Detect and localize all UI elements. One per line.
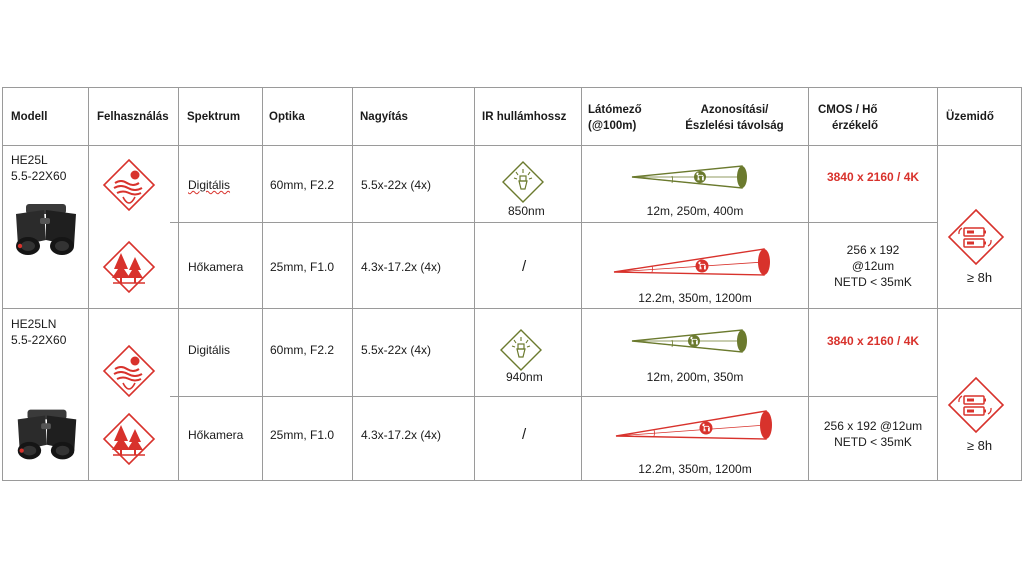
col-divider bbox=[88, 87, 89, 481]
model-name: HE25L bbox=[11, 153, 48, 167]
sensor-pixel-pitch: @12um bbox=[851, 259, 895, 273]
model-divider bbox=[2, 308, 1022, 309]
distance-values: 12m, 200m, 350m bbox=[646, 370, 744, 384]
spectrum-digital: Digitális bbox=[188, 343, 231, 357]
runtime-value: ≥ 8h bbox=[966, 438, 993, 453]
optics-value: 60mm, F2.2 bbox=[270, 343, 335, 357]
sensor-netd: NETD < 35mK bbox=[834, 275, 912, 289]
model-variant: 5.5-22X60 bbox=[11, 333, 67, 347]
header-distance-line1: Azonosítási/ bbox=[700, 104, 769, 116]
magnification-value: 4.3x-17.2x (4x) bbox=[361, 428, 442, 442]
forest-diamond-icon bbox=[101, 411, 157, 467]
ir-wavelength: 850nm bbox=[508, 204, 545, 218]
col-divider bbox=[2, 87, 3, 481]
runtime-value: ≥ 8h bbox=[938, 270, 1021, 286]
flashlight-diamond-icon bbox=[498, 327, 544, 373]
header-sensor-line2: érzékelő bbox=[832, 120, 879, 132]
distance-values: 12.2m, 350m, 1200m bbox=[638, 462, 752, 476]
optics-value: 60mm, F2.2 bbox=[270, 178, 335, 192]
distance-values: 12m, 250m, 400m bbox=[646, 204, 744, 218]
optics-value: 25mm, F1.0 bbox=[270, 428, 335, 442]
binoculars-image bbox=[6, 199, 86, 261]
spectrum-thermal: Hőkamera bbox=[188, 260, 244, 274]
ir-none: / bbox=[522, 258, 527, 275]
spec-table bbox=[2, 87, 1022, 481]
magnification-value: 5.5x-22x (4x) bbox=[361, 178, 432, 192]
col-divider bbox=[474, 87, 475, 481]
thermal-range-cone bbox=[614, 407, 776, 443]
flashlight-diamond-icon bbox=[500, 159, 546, 205]
header-model: Modell bbox=[11, 111, 48, 123]
header-ir: IR hullámhossz bbox=[482, 111, 567, 123]
col-divider bbox=[262, 87, 263, 481]
sensor-resolution: 3840 x 2160 / 4K bbox=[826, 334, 920, 348]
field-sun-diamond-icon bbox=[101, 157, 157, 213]
header-usage: Felhasználás bbox=[97, 111, 169, 123]
table-border-top bbox=[2, 87, 1022, 88]
header-divider bbox=[2, 145, 1022, 146]
sensor-resolution: 256 x 192 @12um bbox=[823, 419, 923, 433]
header-fov-line1: Látómező bbox=[588, 104, 642, 116]
distance-values: 12.2m, 350m, 1200m bbox=[638, 291, 752, 305]
col-divider bbox=[581, 87, 582, 481]
table-border-bottom bbox=[2, 480, 1022, 481]
row-divider bbox=[170, 396, 938, 397]
forest-diamond-icon bbox=[101, 239, 157, 295]
digital-range-cone bbox=[630, 163, 754, 191]
thermal-range-cone bbox=[612, 245, 774, 279]
ir-none: / bbox=[522, 426, 527, 443]
header-optics: Optika bbox=[269, 111, 305, 123]
magnification-value: 4.3x-17.2x (4x) bbox=[361, 260, 442, 274]
header-spectrum: Spektrum bbox=[187, 111, 241, 123]
magnification-value: 5.5x-22x (4x) bbox=[361, 343, 432, 357]
sensor-resolution: 256 x 192 bbox=[846, 243, 900, 257]
col-divider bbox=[178, 87, 179, 481]
sensor-resolution: 3840 x 2160 / 4K bbox=[826, 170, 920, 184]
field-sun-diamond-icon bbox=[101, 343, 157, 399]
spectrum-thermal: Hőkamera bbox=[188, 428, 244, 442]
optics-value: 25mm, F1.0 bbox=[270, 260, 335, 274]
sensor-netd: NETD < 35mK bbox=[834, 435, 912, 449]
digital-range-cone bbox=[630, 327, 754, 355]
binoculars-image bbox=[8, 405, 86, 465]
col-divider bbox=[1021, 87, 1022, 481]
ir-wavelength: 940nm bbox=[506, 370, 543, 384]
header-sensor-line1: CMOS / Hő bbox=[818, 104, 878, 116]
battery-diamond-icon bbox=[946, 375, 1006, 435]
col-divider bbox=[352, 87, 353, 481]
header-magnification: Nagyítás bbox=[360, 111, 408, 123]
header-fov-line2: (@100m) bbox=[588, 120, 637, 132]
model-name: HE25LN bbox=[11, 317, 57, 331]
spectrum-digital: Digitális bbox=[188, 178, 231, 192]
header-distance-line2: Észlelési távolság bbox=[685, 120, 784, 132]
header-runtime: Üzemidő bbox=[946, 111, 994, 123]
model-variant: 5.5-22X60 bbox=[11, 169, 67, 183]
row-divider bbox=[170, 222, 938, 223]
battery-diamond-icon bbox=[946, 207, 1006, 267]
